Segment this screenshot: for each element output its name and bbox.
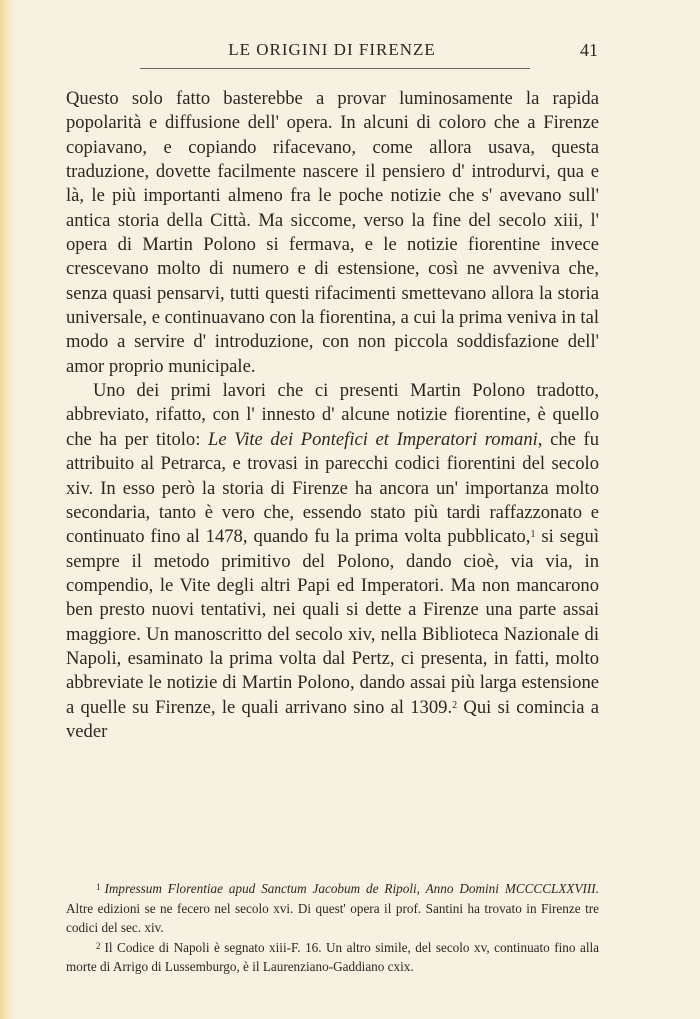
footnote-marker: 1: [96, 882, 101, 892]
footnotes: [66, 879, 599, 977]
paragraph-text: , che fu attribuito al Petrarca, e trovasi in parecchi codici fiorentini del secolo xiv. In esso però la storia di Firenze ha ancora un' importanza molto secondaria, tanto è vero che, essendo stato più tardi raffazzonato e continuato fino al 1478, quando fu la prima volta pubblicato,: [66, 428, 599, 548]
paragraph: Questo solo fatto basterebbe a provar luminosamente la rapida popolarità e diffusione dell' opera. In alcuni di coloro che a Firenze copiavano, e copiando rifacevano, come allora usava, questa traduzione, dovette facilmente nascere il pensiero d' introdurvi, qua e là, le più importanti almeno fra le poche notizie che s' avevano sull' antica storia della Città. Ma siccome, verso la fine del secolo xiii, l' opera di Martin Polono si fermava, e le notizie fiorentine invece crescevano molto di numero e di estensione, così ne avveniva che, senza quasi pensarvi, tutti questi rifacimenti smettevano allora la storia universale, e continuavano con la fiorentina, a cui la prima veniva in tal modo a servire d' introduzione, con non piccola soddisfazione dell' amor proprio municipale.: [66, 88, 599, 377]
body-text: [66, 87, 599, 744]
page-number: 41: [580, 40, 598, 60]
footnote: [66, 938, 599, 977]
paragraph: [66, 379, 599, 744]
page-header: [66, 40, 598, 64]
footnote-reference[interactable]: 1: [530, 529, 536, 541]
paragraph-text: Uno dei primi lavori che ci presenti Martin Polono tradotto, abbreviato, rifatto, con l' innesto d' alcune notizie fiorentine, è quello che ha per titolo:: [66, 380, 599, 450]
footnote-marker: 2: [96, 940, 101, 951]
page-edge-stain: [0, 0, 14, 1019]
paragraph-text: Qui si comincia a veder: [66, 696, 599, 742]
footnote-text: Altre edizioni se ne fecero nel secolo xvi. Di quest' opera il prof. Santini ha trovato in Firenze tre codici del sec. xiv.: [66, 900, 599, 935]
footnote-text: Il Codice di Napoli è segnato xiii-F. 16. Un altro simile, del secolo xv, continuato fino alla morte di Arrigo di Lussemburgo, è il Laurenziano-Gaddiano cxix.: [66, 939, 599, 974]
work-title: Le Vite dei Pontefici et Imperatori romani: [208, 428, 538, 450]
header-rule: [140, 68, 530, 69]
footnote: [66, 879, 599, 938]
footnote-reference[interactable]: 2: [452, 699, 458, 711]
running-title: LE ORIGINI DI FIRENZE: [228, 40, 436, 59]
paragraph-text: si seguì sempre il metodo primitivo del Polono, dando cioè, via via, in compendio, le Vite degli altri Papi ed Imperatori. Ma non mancarono ben presto nuovi tentativi, nei quali si dette a Firenze una parte assai maggiore. Un manoscritto del secolo xiv, nella Biblioteca Nazionale di Napoli, esaminato la prima volta dal Pertz, ci presenta, in fatti, molto abbreviate le notizie di Martin Polono, dando assai più larga estensione a quelle su Firenze, le quali arrivano sino al 1309.: [66, 526, 599, 718]
footnote-citation: Impressum Florentiae apud Sanctum Jacobum de Ripoli, Anno Domini MCCCCLXXVIII.: [104, 881, 599, 896]
